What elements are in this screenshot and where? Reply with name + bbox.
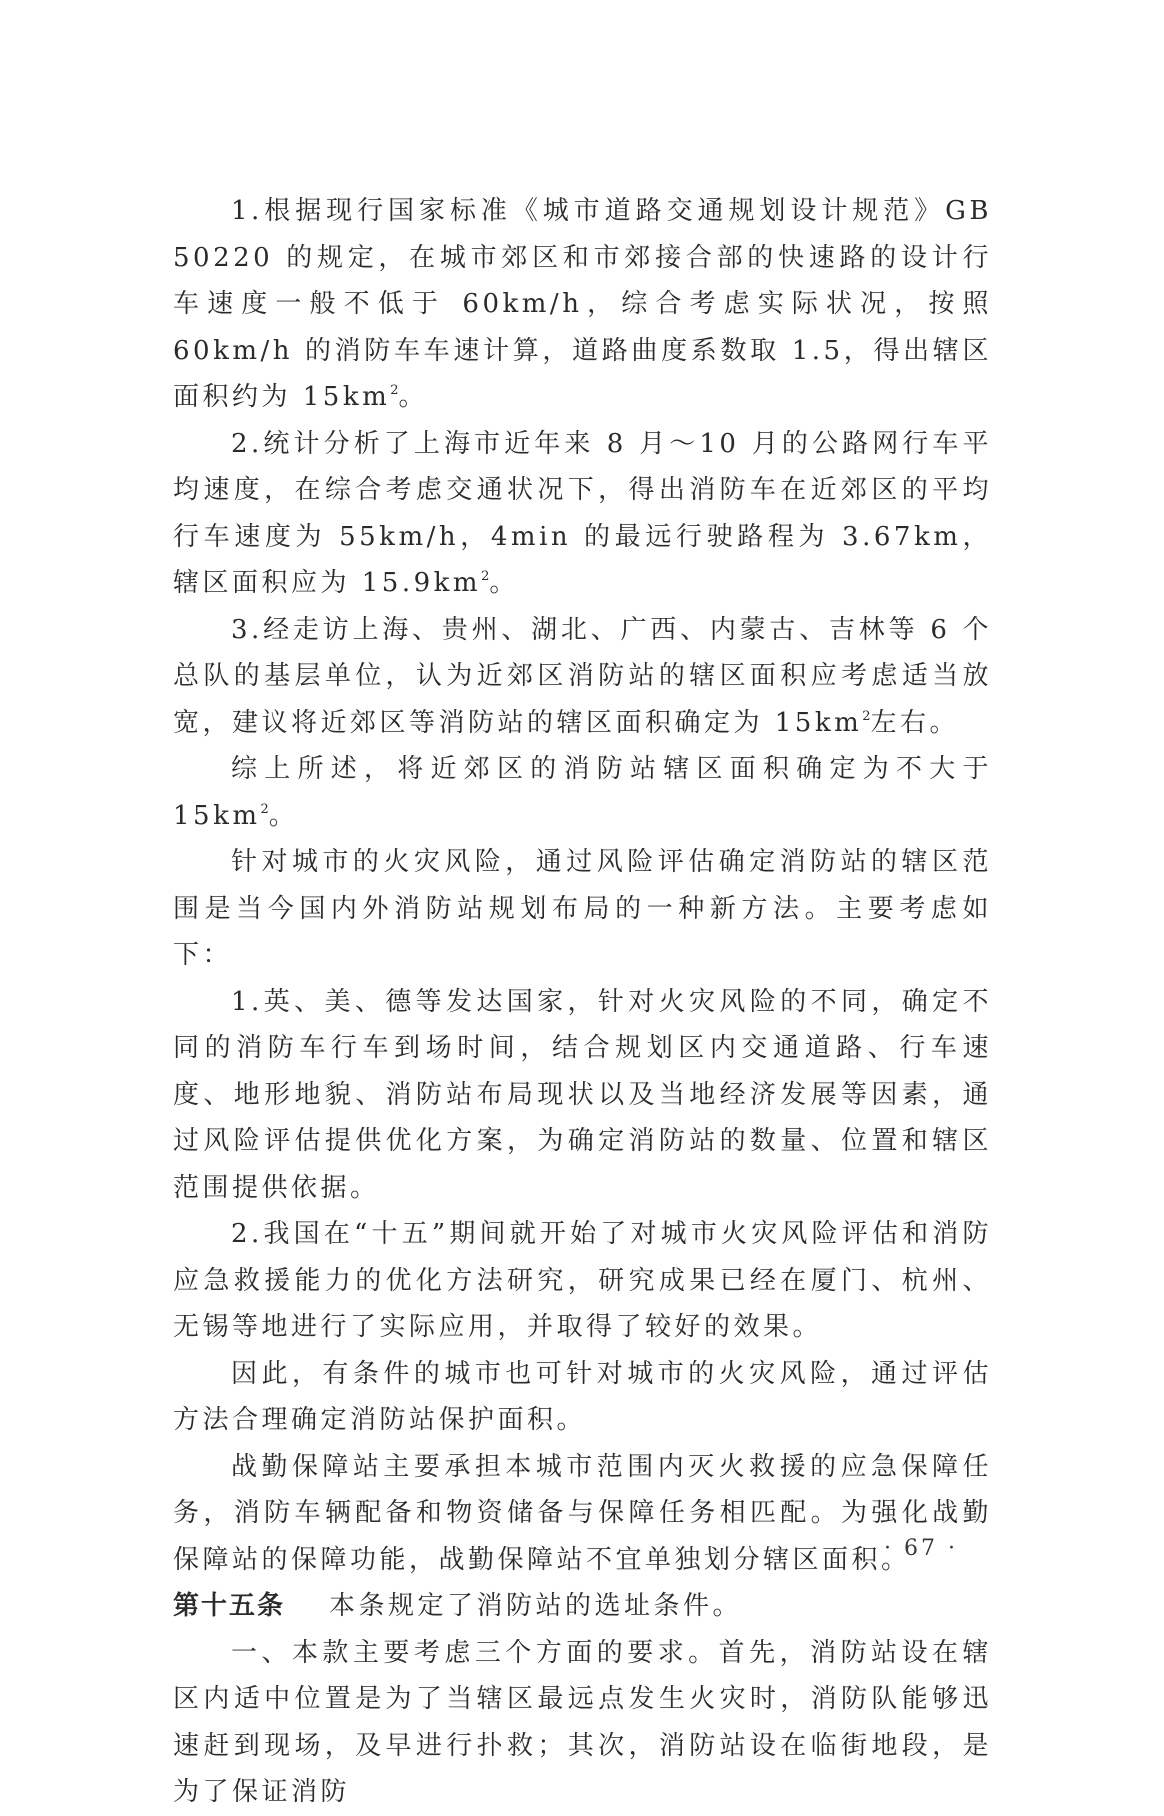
- paragraph-2: 2.统计分析了上海市近年来 8 月～10 月的公路网行车平均速度，在综合考虑交通状况下，得出消防车在近郊区的平均行车速度为 55km/h，4min 的最远行驶路程为 3.67km，辖区面积应为 $15.9km^2$。: [173, 428, 992, 598]
- article-number: 第十五条: [173, 1591, 286, 1621]
- paragraph-risk-1: 1.英、美、德等发达国家，针对火灾风险的不同，确定不同的消防车行车到场时间，结合规划区内交通道路、行车速度、地形地貌、消防站布局现状以及当地经济发展等因素，通过风险评估提供优化方案，为确定消防站的数量、位置和辖区范围提供依据。: [173, 986, 992, 1203]
- superscript-2: 2: [862, 708, 871, 724]
- paragraph-risk-2: 2.我国在“十五”期间就开始了对城市火灾风险评估和消防应急救援能力的优化方法研究，研究成果已经在厦门、杭州、无锡等地进行了实际应用，并取得了较好的效果。: [173, 1219, 992, 1342]
- superscript-2: 2: [390, 383, 399, 398]
- superscript-2: 2: [481, 569, 490, 584]
- page-number: · 67 ·: [884, 1536, 958, 1561]
- body-text: [173, 188, 992, 1816]
- paragraph-1: 1.根据现行国家标准《城市道路交通规划设计规范》GB 50220 的规定，在城市郊区和市郊接合部的快速路的设计行车速度一般不低于 60km/h，综合考虑实际状况，按照 60km/h 的消防车车速计算，道路曲度系数取 1.5，得出辖区面积约为 $15km^2$。: [173, 196, 992, 412]
- paragraph-3: 3.经走访上海、贵州、湖北、广西、内蒙古、吉林等 6 个总队的基层单位，认为近郊区消防站的辖区面积应考虑适当放宽，建议将近郊区等消防站的辖区面积确定为 $15km^2$左右。: [173, 614, 992, 738]
- article-text: 本条规定了消防站的选址条件。: [329, 1591, 743, 1621]
- superscript-2: 2: [260, 801, 269, 817]
- article-heading: [173, 1583, 992, 1630]
- paragraph-summary: 综上所述，将近郊区的消防站辖区面积确定为不大于 $15km^2$。: [173, 754, 992, 831]
- paragraph-site-selection: 一、本款主要考虑三个方面的要求。首先，消防站设在辖区内适中位置是为了当辖区最远点发生火灾时，消防队能够迅速赶到现场，及早进行扑救；其次，消防站设在临街地段，是为了保证消防: [173, 1637, 992, 1807]
- paragraph-conclusion: 因此，有条件的城市也可针对城市的火灾风险，通过评估方法合理确定消防站保护面积。: [173, 1358, 992, 1435]
- paragraph-risk-method: 针对城市的火灾风险，通过风险评估确定消防站的辖区范围是当今国内外消防站规划布局的一种新方法。主要考虑如下：: [173, 847, 992, 970]
- paragraph-support-station: 战勤保障站主要承担本城市范围内灭火救援的应急保障任务，消防车辆配备和物资储备与保障任务相匹配。为强化战勤保障站的保障功能，战勤保障站不宜单独划分辖区面积。: [173, 1451, 992, 1575]
